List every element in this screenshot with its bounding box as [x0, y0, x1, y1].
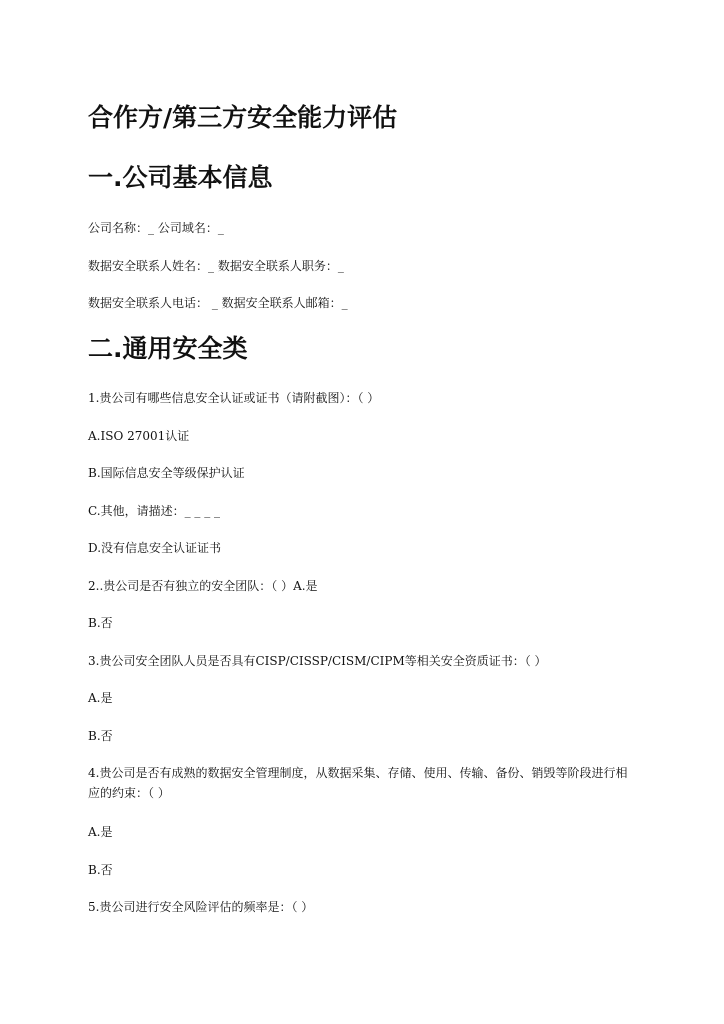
question-4-option-a: A.是: [88, 825, 113, 839]
question-1-option-a: A.ISO 27001认证: [88, 429, 190, 443]
section-heading-general-security: 二.通用安全类: [88, 334, 248, 363]
question-1-option-c: C.其他，请描述：_ _ _ _: [88, 504, 221, 518]
section-heading-company-info: 一.公司基本信息: [88, 163, 273, 192]
question-1: 1.贵公司有哪些信息安全认证或证书（请附截图）：（ ）: [88, 391, 380, 405]
question-1-option-d: D.没有信息安全认证证书: [88, 541, 222, 555]
field-contact-phone-email: 数据安全联系人电话： _ 数据安全联系人邮箱：_: [88, 296, 348, 310]
question-3: 3.贵公司安全团队人员是否具有CISP/CISSP/CISM/CIPM等相关安全资质证书：（ ）: [88, 654, 547, 668]
question-3-option-a: A.是: [88, 691, 113, 705]
question-1-option-b: B.国际信息安全等级保护认证: [88, 466, 245, 480]
question-4-option-b: B.否: [88, 863, 113, 877]
question-2: 2..贵公司是否有独立的安全团队：（ ）A.是: [88, 579, 318, 593]
field-contact-name-title: 数据安全联系人姓名：_ 数据安全联系人职务：_: [88, 259, 344, 273]
field-company-name-domain: 公司名称：_ 公司域名：_: [88, 221, 224, 235]
question-4: 4.贵公司是否有成熟的数据安全管理制度，从数据采集、存储、使用、传输、备份、销毁等阶段进行相应的约束：（ ）: [88, 766, 628, 800]
question-3-option-b: B.否: [88, 729, 113, 743]
question-5: 5.贵公司进行安全风险评估的频率是：（ ）: [88, 900, 314, 914]
question-2-option-b: B.否: [88, 616, 113, 630]
document-title: 合作方/第三方安全能力评估: [88, 103, 398, 132]
